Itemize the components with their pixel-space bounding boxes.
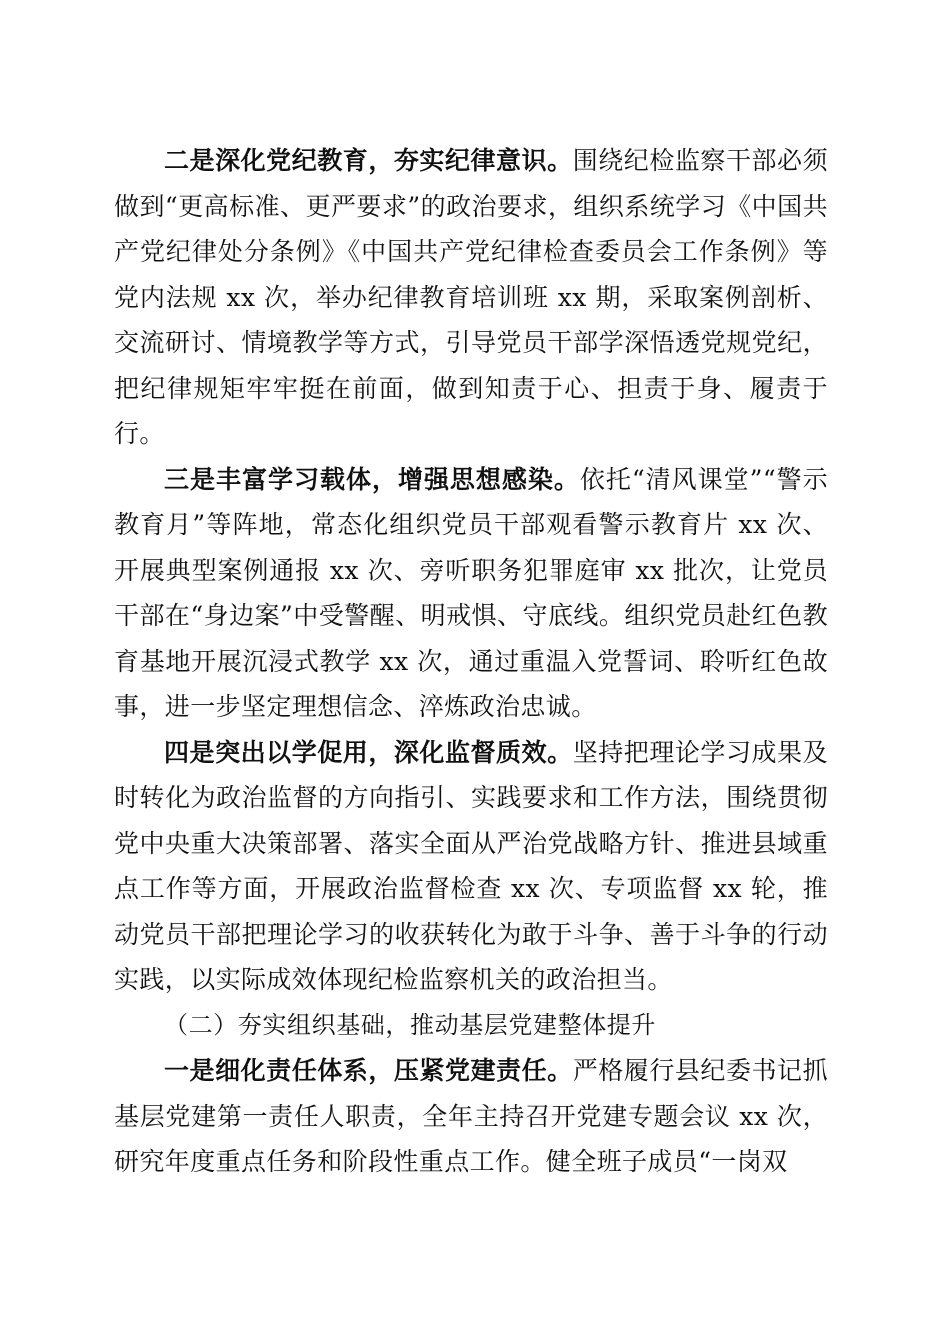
paragraph-body: 围绕纪检监察干部必须做到“更高标准、更严要求”的政治要求，组织系统学习《中国共产党纪律处分条例》《中国共产党纪律检查委员会工作条例》等党内法规 xx 次，举办纪律教育培训班 xx 期，采取案例剖析、交流研讨、情境教学等方式，引导党员干部学深悟透党规党纪，把纪律规矩牢牢挺在前面，做到知责于心、担责于身、履责于行。: [114, 146, 828, 448]
paragraph-lead: 三是丰富学习载体，增强思想感染。: [164, 464, 580, 494]
paragraph-body: 坚持把理论学习成果及时转化为政治监督的方向指引、实践要求和工作方法，围绕贯彻党中央重大决策部署、落实全面从严治党战略方针、推进县域重点工作等方面，开展政治监督检查 xx 次、专项监督 xx 轮，推动党员干部把理论学习的收获转化为敢于斗争、善于斗争的行动实践，以实际成效体现纪检监察机关的政治担当。: [114, 737, 828, 994]
paragraph-lead: 一是细化责任体系，压紧党建责任。: [164, 1056, 573, 1085]
paragraph-body: 依托“清风课堂”“警示教育月”等阵地，常态化组织党员干部观看警示教育片 xx 次、开展典型案例通报 xx 次、旁听职务犯罪庭审 xx 批次，让党员干部在“身边案”中受警醒、明戒惧、守底线。组织党员赴红色教育基地开展沉浸式教学 xx 次，通过重温入党誓词、聆听红色故事，进一步坚定理想信念、淬炼政治忠诚。: [114, 464, 828, 721]
paragraph-party-discipline-education: [114, 138, 828, 457]
paragraph-learning-carriers: [114, 457, 828, 730]
paragraph-body: 严格履行县纪委书记抓基层党建第一责任人职责，全年主持召开党建专题会议 xx 次，研究年度重点任务和阶段性重点工作。健全班子成员“一岗双: [114, 1056, 828, 1176]
paragraph-responsibility-system: [114, 1048, 828, 1185]
paragraph-lead: 四是突出以学促用，深化监督质效。: [164, 737, 573, 767]
section-heading: （二）夯实组织基础，推动基层党建整体提升: [164, 1010, 656, 1039]
paragraph-lead: 二是深化党纪教育，夯实纪律意识。: [164, 146, 573, 175]
paragraph-learning-application: [114, 730, 828, 1003]
document-body: [114, 138, 828, 1185]
